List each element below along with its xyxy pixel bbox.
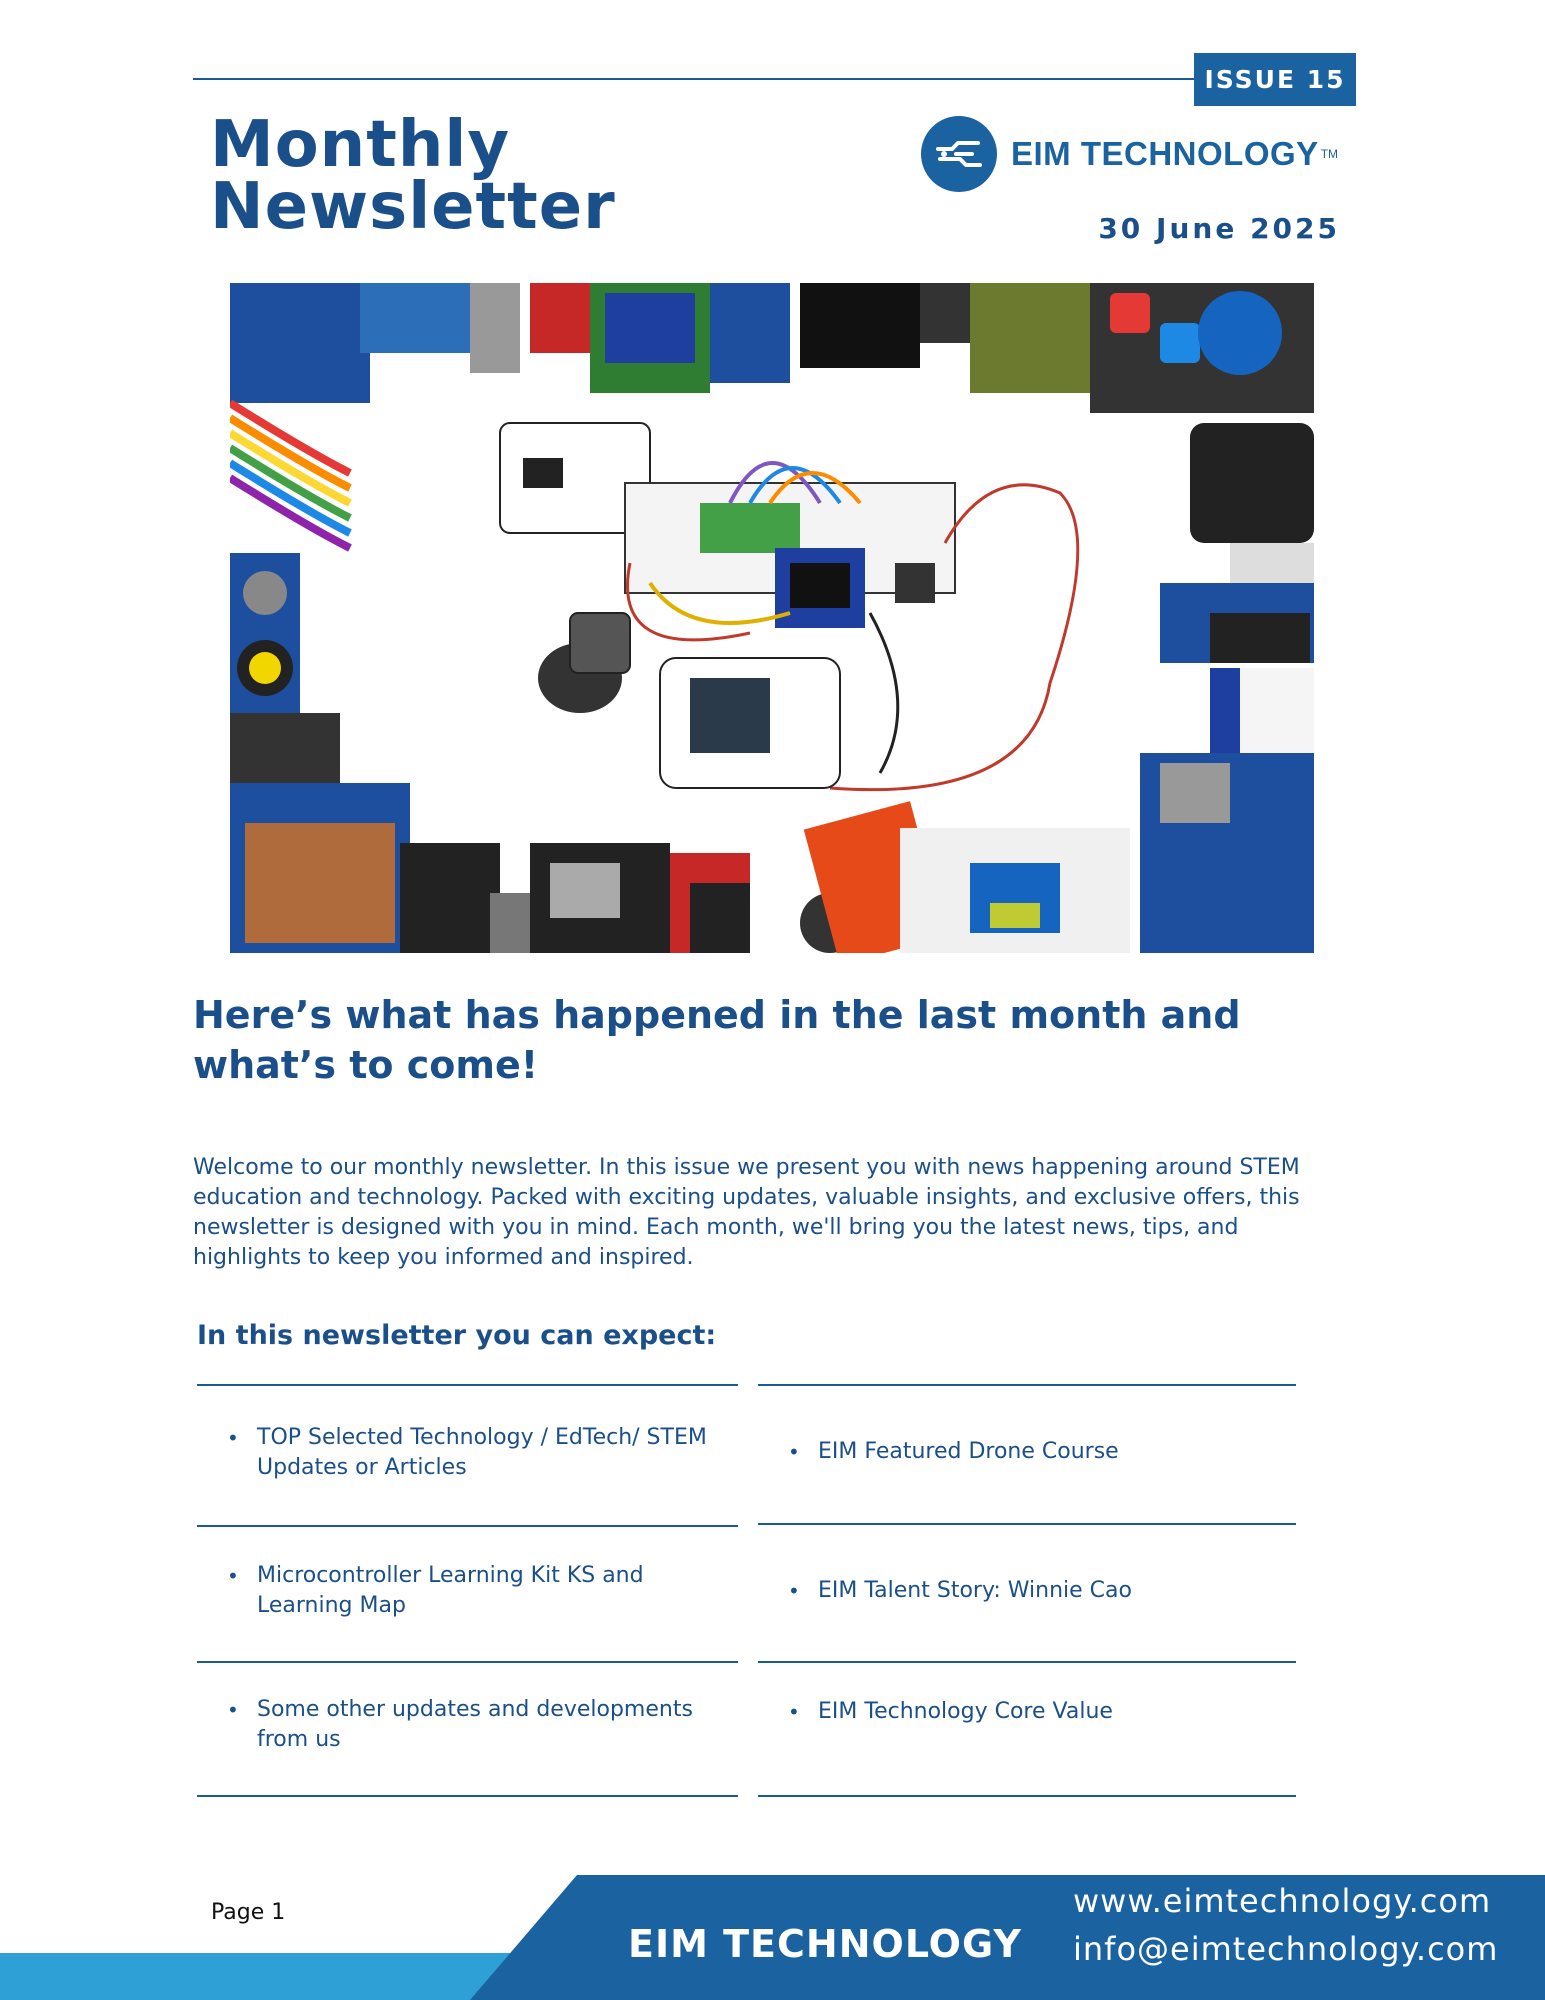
bullet-icon: • bbox=[227, 1426, 239, 1450]
divider bbox=[197, 1525, 738, 1527]
bullet-icon: • bbox=[788, 1700, 800, 1724]
page-number: Page 1 bbox=[211, 1900, 286, 1925]
divider bbox=[197, 1661, 738, 1663]
company-logo bbox=[921, 116, 1338, 192]
divider bbox=[197, 1795, 738, 1797]
eim-logo-icon bbox=[921, 116, 997, 192]
list-item bbox=[227, 1561, 717, 1621]
list-item-text: TOP Selected Technology / EdTech/ STEM Updates or Articles bbox=[257, 1425, 707, 1480]
divider bbox=[758, 1661, 1296, 1663]
bullet-icon: • bbox=[788, 1440, 800, 1464]
list-item bbox=[788, 1437, 1278, 1467]
divider bbox=[758, 1384, 1296, 1386]
bullet-icon: • bbox=[227, 1564, 239, 1588]
expect-heading: In this newsletter you can expect: bbox=[197, 1320, 717, 1351]
footer-brand: EIM TECHNOLOGY bbox=[628, 1922, 1022, 1966]
logo-text: EIM TECHNOLOGY bbox=[1011, 135, 1319, 172]
bullet-icon: • bbox=[227, 1698, 239, 1722]
hero-image bbox=[230, 283, 1314, 953]
list-item-text: Some other updates and developments from us bbox=[257, 1697, 693, 1752]
page-title bbox=[210, 108, 616, 244]
headline: Here’s what has happened in the last month and what’s to come! bbox=[193, 993, 1241, 1087]
list-item bbox=[227, 1695, 717, 1755]
divider bbox=[758, 1795, 1296, 1797]
bullet-icon: • bbox=[788, 1579, 800, 1603]
trademark: TM bbox=[1320, 147, 1339, 161]
footer-accent-bar bbox=[0, 1953, 520, 2000]
issue-badge: ISSUE 15 bbox=[1194, 53, 1356, 106]
list-item-text: EIM Featured Drone Course bbox=[818, 1439, 1119, 1464]
footer-website-link[interactable]: www.eimtechnology.com bbox=[1073, 1882, 1492, 1920]
list-item bbox=[788, 1697, 1278, 1727]
divider bbox=[758, 1523, 1296, 1525]
list-item bbox=[227, 1423, 717, 1483]
title-line-1: Monthly bbox=[210, 108, 511, 182]
list-item-text: EIM Technology Core Value bbox=[818, 1699, 1113, 1724]
top-rule bbox=[193, 78, 1196, 80]
list-item-text: Microcontroller Learning Kit KS and Learning Map bbox=[257, 1563, 644, 1618]
list-item-text: EIM Talent Story: Winnie Cao bbox=[818, 1578, 1132, 1603]
intro-paragraph: Welcome to our monthly newsletter. In this issue we present you with news happening around STEM education and technology. Packed with exciting updates, valuable insights, and exclusive offers, this newsletter is designed with you in mind. Each month, we'll bring you the latest news, tips, and highlights to keep you informed and inspired. bbox=[193, 1155, 1300, 1270]
list-item bbox=[788, 1576, 1278, 1606]
issue-date: 30 June 2025 bbox=[1098, 212, 1340, 245]
footer-email-link[interactable]: info@eimtechnology.com bbox=[1073, 1930, 1499, 1968]
divider bbox=[197, 1384, 738, 1386]
title-line-2: Newsletter bbox=[210, 170, 616, 244]
